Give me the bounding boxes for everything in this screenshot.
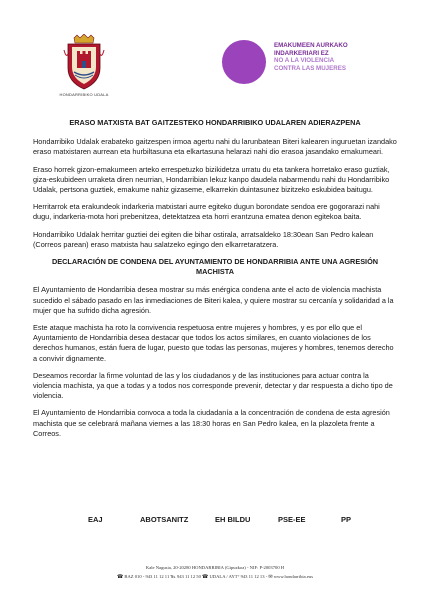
basque-paragraph-2: Eraso horrek gizon-emakumeen arteko errespetuzko bizikidetza urratu du eta tankera horretako eraso guztiak, giza-eskubideen urraketa diren neurrian, Hondarribian lekuz kanpo daudela nabarmendu nahi du Hondarribiko Udalak, pertsona guztiek, emakume nahiz gizaseme, elkarrekin duintasunez bizitzeko eskubidea baitugu. [33, 164, 390, 195]
campaign-line-4: CONTRA LAS MUJERES [274, 64, 346, 72]
document-body [33, 118, 397, 446]
party-signatures [0, 515, 430, 527]
spanish-paragraph-1: El Ayuntamiento de Hondarribia desea mostrar su más enérgica condena ante el acto de violencia machista sucedido el sábado pasado en las inmediaciones de Biteri kalea, y quiere mostrar su cercanía y solidaridad a la mujer que ha sufrido dicha agresión. [33, 285, 394, 315]
phone-icon: ☎ [117, 575, 124, 580]
footer-contacts [0, 574, 430, 580]
basque-paragraph-1: Hondarribiko Udalak erabateko gaitzespen irmoa agertu nahi du larunbatean Biteri kalearen inguruetan izandako eraso matxistaren aurrean eta hurbiltasuna eta elkartasuna helarazi nahi dio erasoa jasandako emakumeari. [33, 137, 397, 157]
basque-paragraph-4: Hondarribiko Udalak herritar guztiei dei egiten die bihar ostirala, arratsaldeko 18:30ean San Pedro kalean (Correos parean) eraso matxista hau salatzeko egingo den elkarretaratzera. [33, 229, 374, 249]
udala-phone-icon: ☎ [202, 575, 209, 580]
campaign-line-3: NO A LA VIOLENCIA [274, 57, 335, 65]
spanish-heading: DECLARACIÓN DE CONDENA DEL AYUNTAMIENTO DE HONDARRIBIA ANTE UNA AGRESIÓN MACHISTA [51, 257, 379, 277]
party-pp: PP [341, 515, 352, 524]
web-icon: ✉ [268, 575, 273, 580]
party-eh-bildu: EH BILDU [215, 515, 251, 524]
footer-address: Kale Nagusia, 20-20280 HONDARRIBIA (Gipuzkoa) - NIF: P-2003700 H [145, 565, 285, 570]
spanish-paragraph-3: Deseamos recordar la firme voluntad de las y los ciudadanos y de las instituciones para actuar contra la violencia machista, ya que a todas y a todos nos corresponde prevenir, detectar y dar respuesta a dicho tipo de violencia. [33, 370, 393, 401]
party-eaj: EAJ [88, 515, 103, 524]
campaign-line-1: EMAKUMEEN AURKAKO [274, 42, 348, 49]
campaign-logo-text [274, 42, 348, 72]
campaign-line-2: INDARKERIARI EZ [274, 49, 329, 57]
footer-separator: - [265, 574, 268, 579]
footer-udala: UDALA / AYT° 943 11 12 13 [209, 574, 265, 579]
footer-web[interactable]: www.hondarribia.eus [273, 574, 313, 579]
basque-paragraph-3: Herritarrok eta erakundeok indarkeria matxistari aurre egiteko dugun borondate sendoa ere gogorarazi nahi dugu, indarkeria-mota hori prebenitzea, detektatzea eta horri erantzuna ematea denon egitekoa baita. [33, 202, 380, 222]
spanish-paragraph-4: El Ayuntamiento de Hondarribia convoca a toda la ciudadanía a la concentración de condena de esta agresión machista que se celebrará mañana viernes a las 18:30 horas en San Pedro kalea, en la plazoleta frente a Correos. [33, 408, 390, 438]
spanish-paragraph-2: Este ataque machista ha roto la convivencia respetuosa entre mujeres y hombres, y es por ello que el Ayuntamiento de Hondarribia desea destacar que todos los actos similares, en cuanto violaciones de los derechos humanos, están fuera de lugar, puesto que todas las personas, mujeres y hombres, tenemos derecho a convivir dignamente. [33, 323, 394, 363]
fax-icon: ℡ [170, 575, 176, 580]
footer-fax: 943 11 12 50 [176, 574, 201, 579]
footer-phones: BAZ 010 - 943 11 12 11 [124, 574, 170, 579]
hondarribia-crest-logo [62, 34, 106, 90]
campaign-logo [222, 40, 402, 84]
crest-caption: HONDARRIBIKO UDALA [59, 92, 109, 97]
basque-heading: ERASO MATXISTA BAT GAITZESTEKO HONDARRIBIKO UDALAREN ADIERAZPENA [69, 118, 361, 127]
party-pse-ee: PSE-EE [278, 515, 306, 524]
party-abotsanitz: ABOTSANITZ [140, 515, 189, 524]
purple-circle-icon [222, 40, 266, 84]
